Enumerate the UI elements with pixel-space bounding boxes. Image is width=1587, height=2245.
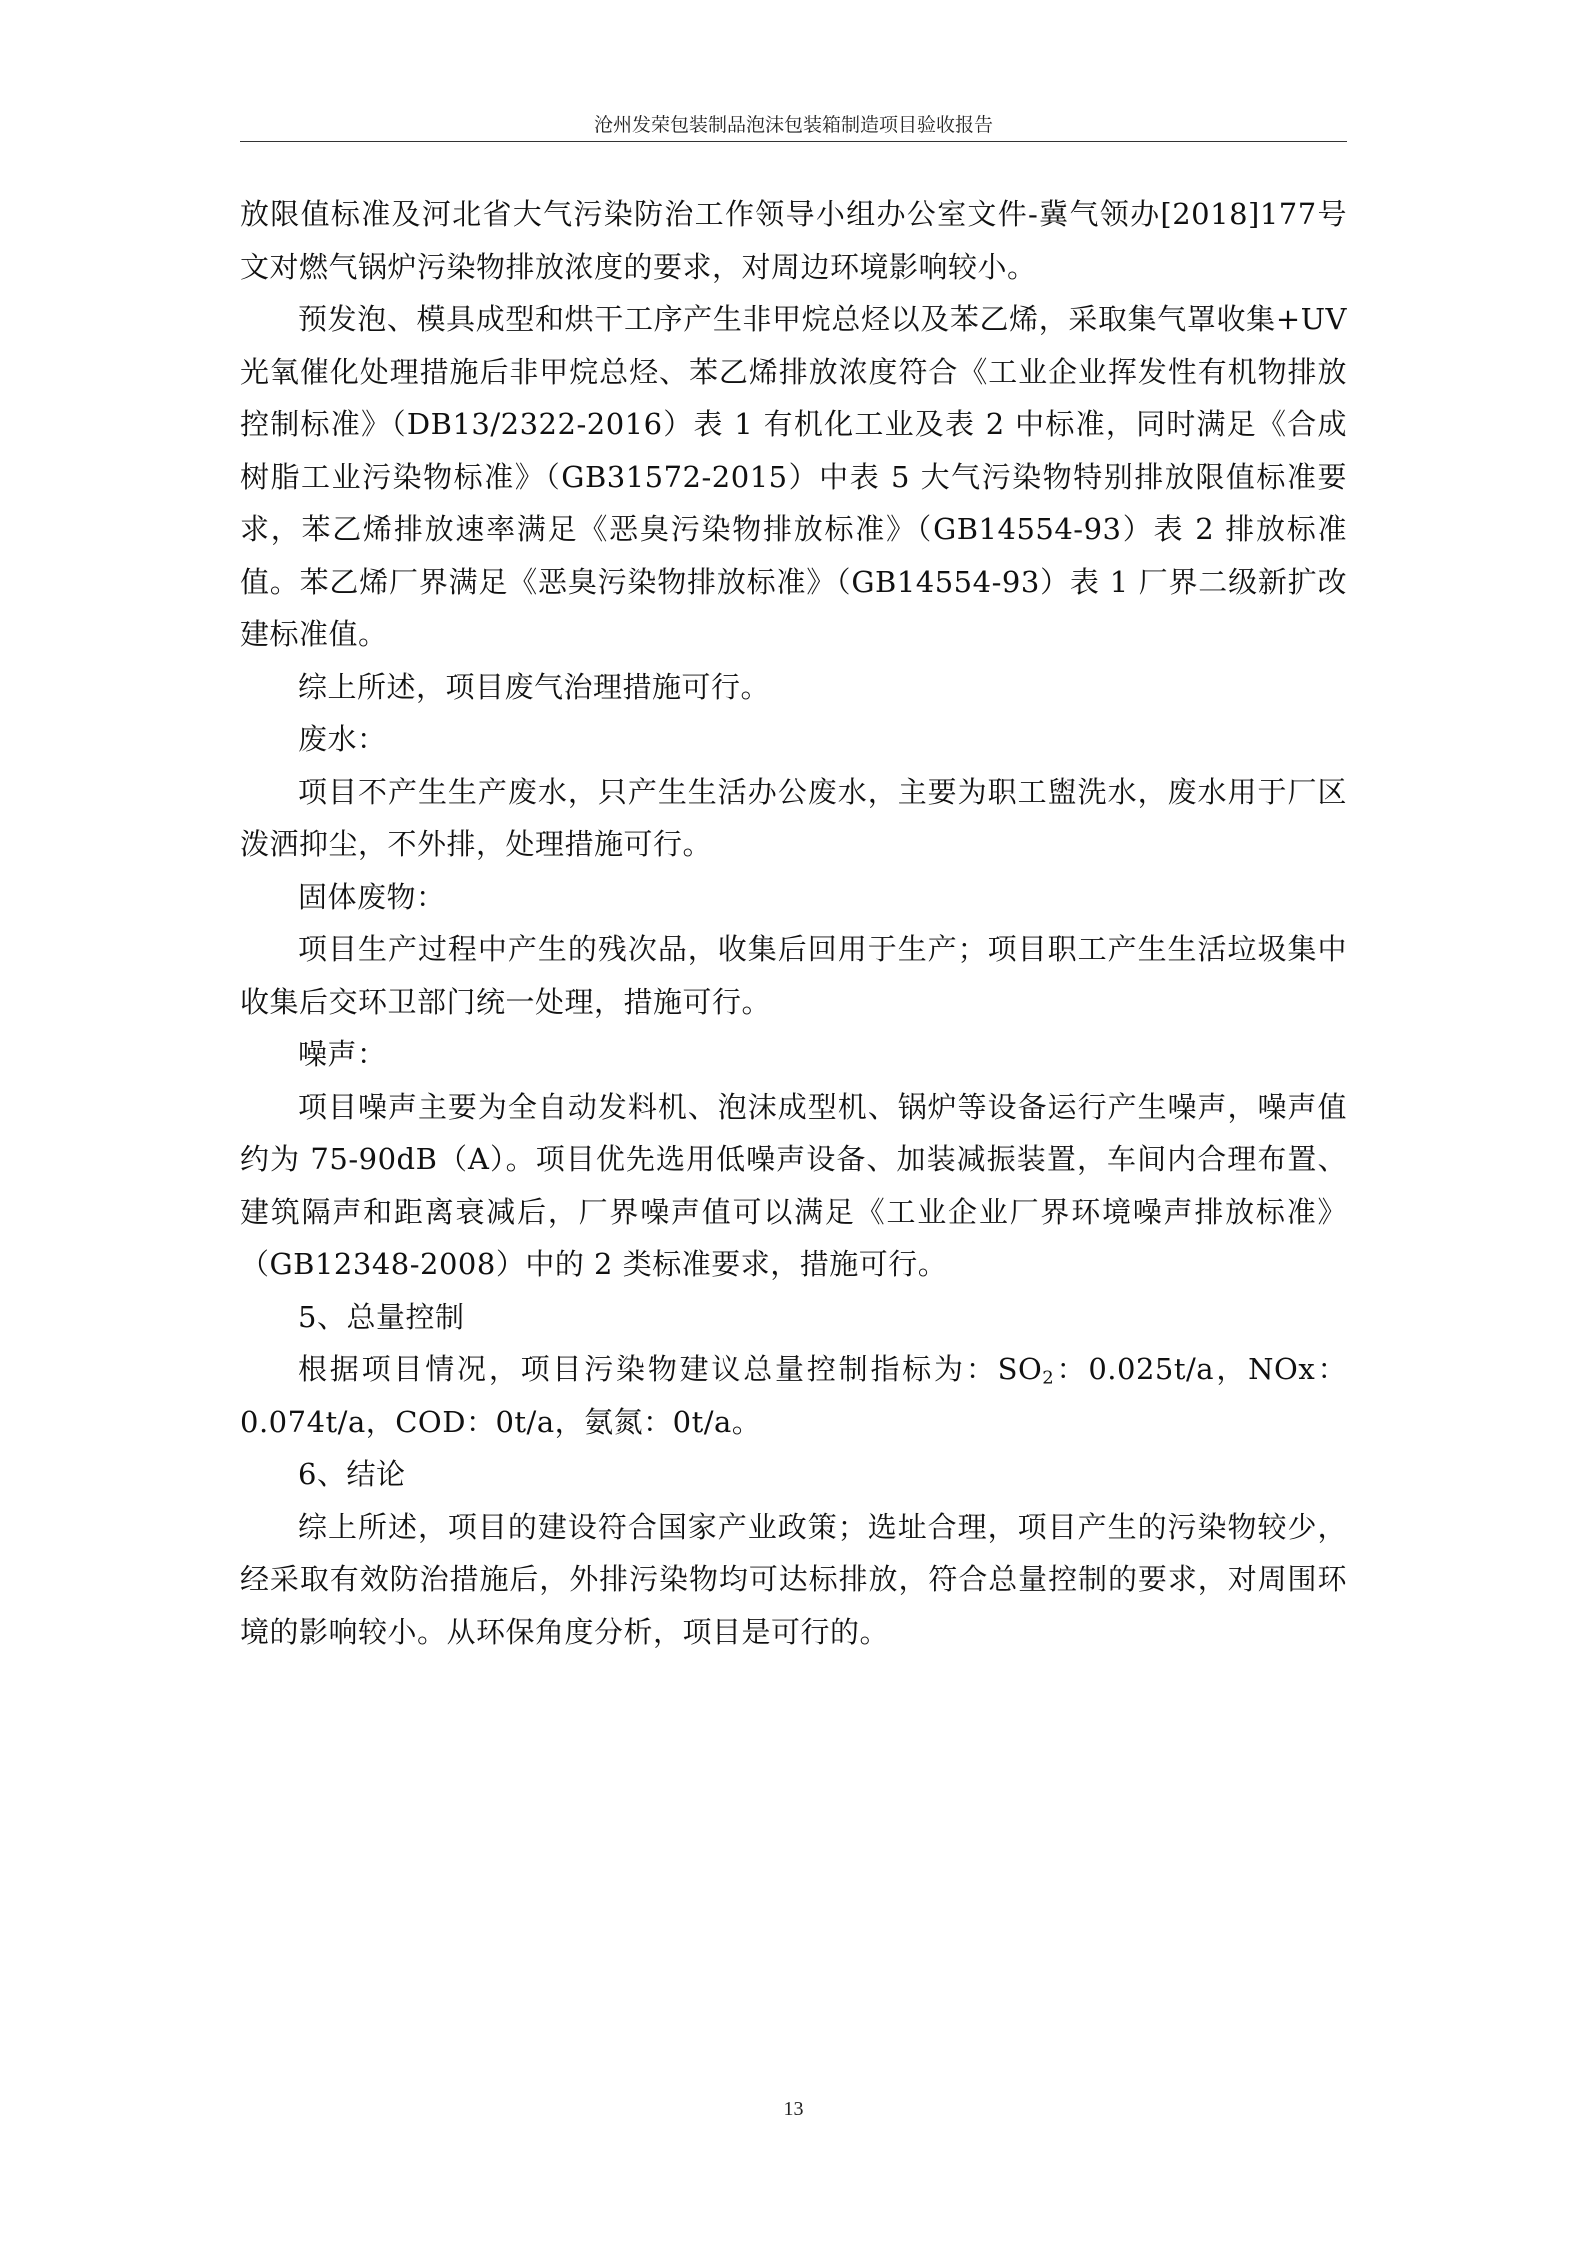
page-number: 13: [783, 2098, 804, 2120]
section-label-wastewater: 废水：: [298, 722, 387, 756]
section-heading-total-control: 5、总量控制: [298, 1299, 465, 1334]
section-heading-conclusion: 6、结论: [298, 1457, 406, 1491]
paragraph: 项目噪声主要为全自动发料机、泡沫成型机、锅炉等设备运行产生噪声，噪声值约为 75-90dB（A）。项目优先选用低噪声设备、加装减振装置，车间内合理布置、建筑隔声和距离衰减后，厂界噪声值可以满足《工业企业厂界环境噪声排放标准》（GB12348-2008）中的 2 类标准要求，措施可行。: [240, 1089, 1347, 1281]
paragraph: 预发泡、模具成型和烘干工序产生非甲烷总烃以及苯乙烯，采取集气罩收集+UV 光氧催化处理措施后非甲烷总烃、苯乙烯排放浓度符合《工业企业挥发性有机物排放控制标准》（DB13/2322-2016）表 1 有机化工业及表 2 中标准，同时满足《合成树脂工业污染物标准》（GB31572-2015）中表 5 大气污染物特别排放限值标准要求，苯乙烯排放速率满足《恶臭污染物排放标准》（GB14554-93）表 2 排放标准值。苯乙烯厂界满足《恶臭污染物排放标准》（GB14554-93）表 1 厂界二级新扩改建标准值。: [240, 302, 1347, 651]
running-header: 沧州发荣包装制品泡沫包装箱制造项目验收报告: [593, 114, 993, 136]
total-control-paragraph: [240, 1343, 1347, 1448]
so2-subscript: 2: [1042, 1367, 1055, 1389]
paragraph: 综上所述，项目的建设符合国家产业政策；选址合理，项目产生的污染物较少，经采取有效防治措施后，外排污染物均可达标排放，符合总量控制的要求，对周围环境的影响较小。从环保角度分析，项目是可行的。: [240, 1509, 1347, 1649]
paragraph: 项目生产过程中产生的残次品，收集后回用于生产；项目职工产生生活垃圾集中收集后交环卫部门统一处理，措施可行。: [240, 932, 1347, 1019]
paragraph: 项目不产生生产废水，只产生生活办公废水，主要为职工盥洗水，废水用于厂区泼洒抑尘，不外排，处理措施可行。: [240, 774, 1347, 861]
paragraph: 综上所述，项目废气治理措施可行。: [298, 669, 771, 704]
section-label-solid-waste: 固体废物：: [298, 879, 446, 914]
header-rule: [240, 141, 1347, 142]
total-control-prefix: 根据项目情况，项目污染物建议总量控制指标为：SO: [298, 1352, 1043, 1386]
section-label-noise: 噪声：: [298, 1037, 387, 1071]
paragraph: 放限值标准及河北省大气污染防治工作领导小组办公室文件-冀气领办[2018]177号文对燃气锅炉污染物排放浓度的要求，对周边环境影响较小。: [240, 197, 1347, 284]
total-control-suffix: ：0.025t/a，NOx：0.074t/a，COD：0t/a，氨氮：0t/a。: [240, 1352, 1347, 1439]
body-text: [240, 188, 1347, 1658]
